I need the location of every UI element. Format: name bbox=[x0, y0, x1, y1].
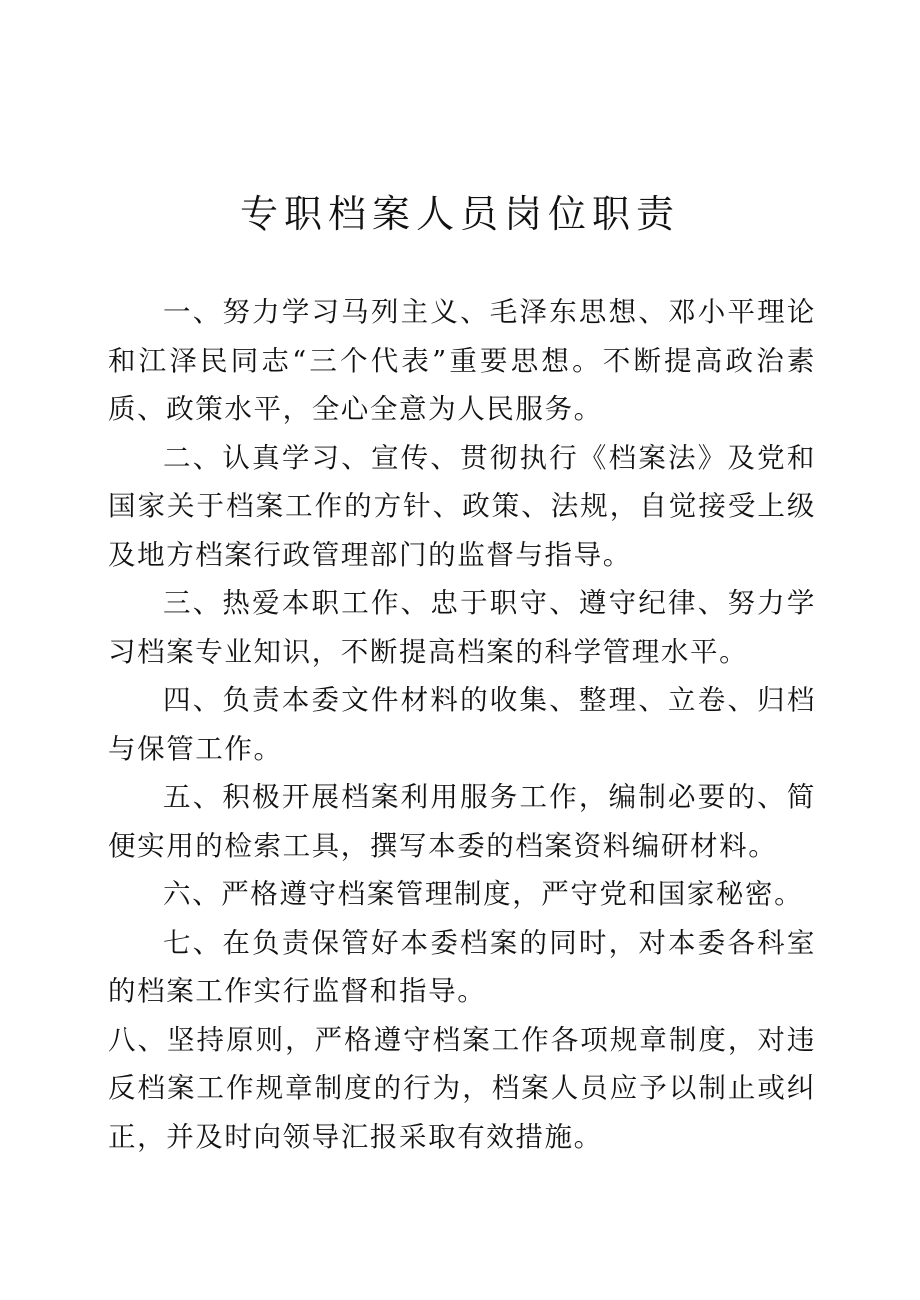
duty-item-8: 八、坚持原则，严格遵守档案工作各项规章制度，对违反档案工作规章制度的行为，档案人员应予以制止或纠正，并及时向领导汇报采取有效措施。 bbox=[108, 1023, 816, 1153]
duty-item-7: 七、在负责保管好本委档案的同时，对本委各科室的档案工作实行监督和指导。 bbox=[108, 926, 816, 1007]
duty-item-1: 一、努力学习马列主义、毛泽东思想、邓小平理论和江泽民同志“三个代表”重要思想。不断提高政治素质、政策水平，全心全意为人民服务。 bbox=[108, 296, 816, 425]
duty-item-3: 三、热爱本职工作、忠于职守、遵守纪律、努力学习档案专业知识，不断提高档案的科学管理水平。 bbox=[108, 587, 816, 668]
duty-item-5: 五、积极开展档案利用服务工作，编制必要的、简便实用的检索工具，撰写本委的档案资料编研材料。 bbox=[108, 781, 816, 862]
document-body bbox=[108, 288, 816, 1161]
document-title: 专职档案人员岗位职责 bbox=[239, 192, 680, 236]
duty-item-6: 六、严格遵守档案管理制度，严守党和国家秘密。 bbox=[163, 878, 804, 910]
duty-item-2: 二、认真学习、宣传、贯彻执行《档案法》及党和国家关于档案工作的方针、政策、法规，自觉接受上级及地方档案行政管理部门的监督与指导。 bbox=[108, 441, 816, 571]
duty-item-4: 四、负责本委文件材料的收集、整理、立卷、归档与保管工作。 bbox=[108, 684, 816, 765]
